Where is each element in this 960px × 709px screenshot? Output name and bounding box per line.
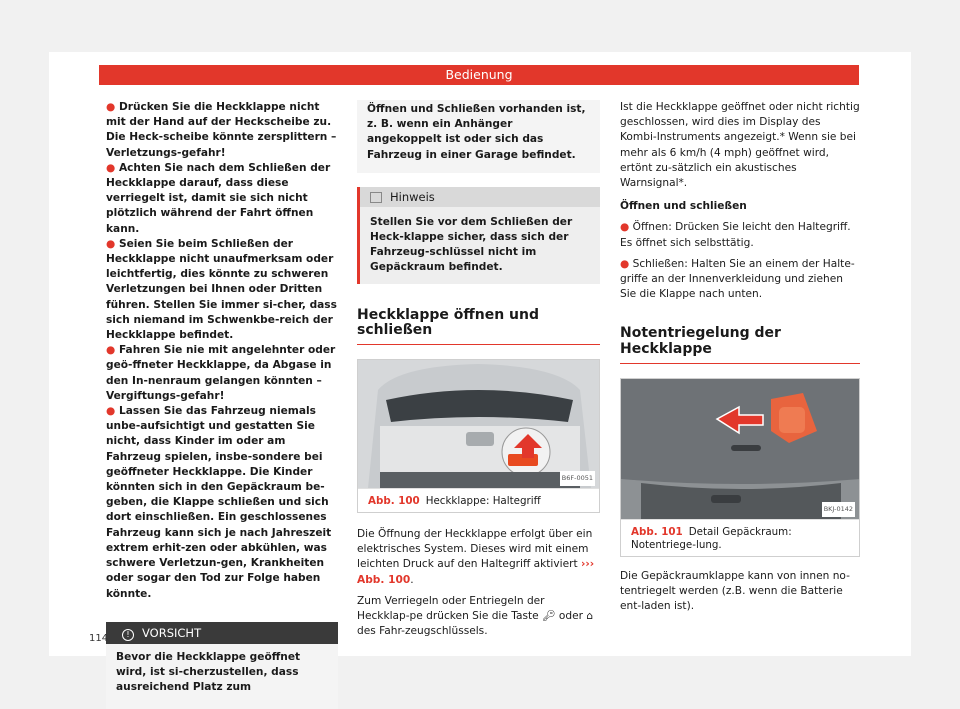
section-title: Heckklappe öffnen und schließen — [357, 308, 600, 345]
info-circle-icon: ! — [122, 629, 134, 641]
list-item: ● Schließen: Halten Sie an einem der Halte-griffe an der Innenverkleidung und ziehen Sie die Klappe nach unten. — [620, 257, 855, 301]
section-title: Notentriegelung der Heckklappe — [620, 326, 860, 363]
bullet-icon: ● — [106, 405, 119, 418]
page-header: Bedienung — [99, 65, 859, 85]
note-icon — [370, 192, 382, 203]
figure-caption: Abb. 100 Heckklappe: Haltegriff — [358, 488, 599, 512]
bullet-icon: ● — [106, 161, 119, 174]
figure-image-emergency-release — [621, 379, 859, 519]
paragraph: Die Öffnung der Heckklappe erfolgt über ein elektrisches System. Dieses wird mit einem leichten Druck auf den Haltegriff aktiviert ››› Abb. 100. — [357, 528, 595, 586]
bullet-icon: ● — [106, 101, 119, 113]
caution-body: Bevor die Heckklappe geöffnet wird, ist si-cherzustellen, dass ausreichend Platz zum — [106, 644, 338, 709]
caution-continued: Öffnen und Schließen vorhanden ist, z. B. wenn ein Anhänger angekoppelt ist oder sich das Fahrzeug in einer Garage befindet. — [357, 100, 600, 173]
warning-item: ● Lassen Sie das Fahrzeug niemals unbe-aufsichtigt und gestatten Sie nicht, dass Kinder im oder am Fahrzeug spielen, insbe-sondere bei geöffneter Heckklappe. Die Kinder könnten sich in den Gepäckraum be-geben, die Klappe schließen und sich dort einschließen. Ein geschlossenes Fahrzeug kann sich je nach Jahreszeit extrem erhit-zen oder abkühlen, was schwere Verletzun-gen, Krankheiten oder sogar den Tod zur Folge haben könnte. — [106, 405, 332, 600]
warning-item: ● Fahren Sie nie mit angelehnter oder geö-ffneter Heckklappe, da Abgase in den In-nenraum gelangen könnten – Vergiftungs-gefahr! — [106, 344, 336, 402]
figure-label: Abb. 100 — [368, 495, 420, 508]
figure-code: BKJ-0142 — [822, 502, 855, 517]
column-2 — [357, 100, 600, 639]
figure-code: B6F-0051 — [560, 471, 595, 486]
figure-reference-link[interactable]: ››› Abb. 100 — [357, 558, 595, 586]
warning-item: ● Achten Sie nach dem Schließen der Heckklappe darauf, dass diese verriegelt ist, damit sie sich nicht plötzlich während der Fahrt öffnen kann. — [106, 161, 331, 235]
paragraph: Zum Verriegeln oder Entriegeln der Heckklap-pe drücken Sie die Taste 🔑︎ oder ⌂ des Fahr-zeugschlüssels. — [357, 594, 594, 638]
paragraph: Ist die Heckklappe geöffnet oder nicht richtig geschlossen, wird dies im Display des Kombi-Instruments angezeigt.* Wenn sie bei mehr als 6 km/h (4 mph) geöffnet wird, ertönt zu-sätzlich ein akustisches Warnsignal*. — [620, 101, 860, 190]
bullet-icon: ● — [620, 257, 633, 270]
bullet-icon: ● — [620, 221, 633, 234]
warning-item: ● Seien Sie beim Schließen der Heckklappe nicht unaufmerksam oder leichtfertig, dies könnte zu schweren Verletzungen bei Ihnen oder Dritten führen. Stellen Sie immer si-cher, dass sich niemand im Schwenkbe-reich der Heckklappe befindet. — [106, 237, 337, 342]
figure-image-tailgate — [358, 360, 599, 488]
caution-header: ! VORSICHT — [106, 622, 338, 644]
bullet-icon: ● — [106, 344, 119, 357]
unlock-key-icon: ⌂ — [586, 610, 594, 623]
subheading: Öffnen und schließen — [620, 200, 747, 213]
note-header: Hinweis — [360, 187, 600, 207]
note-box — [357, 187, 600, 284]
figure-101 — [620, 378, 860, 557]
list-item: ● Öffnen: Drücken Sie leicht den Haltegriff. Es öffnet sich selbsttätig. — [620, 221, 851, 249]
column-3 — [620, 100, 860, 614]
warning-list — [106, 100, 338, 602]
warning-item: ● Drücken Sie die Heckklappe nicht mit der Hand auf der Heckscheibe zu. Die Heck-scheibe könnte zersplittern – Verletzungs-gefahr! — [106, 101, 337, 159]
figure-label: Abb. 101 — [631, 525, 683, 538]
column-1 — [106, 100, 338, 709]
figure-caption: Abb. 101 Detail Gepäckraum: Notentriege-lung. — [621, 519, 859, 556]
note-body: Stellen Sie vor dem Schließen der Heck-klappe sicher, dass sich der Fahrzeug-schlüssel nicht im Gepäckraum befindet. — [370, 215, 573, 274]
paragraph: Die Gepäckraumklappe kann von innen no-tentriegelt werden (z.B. wenn die Batterie ent-laden ist). — [620, 569, 850, 613]
bullet-icon: ● — [106, 237, 119, 250]
page-number: 114 — [89, 633, 109, 644]
figure-100 — [357, 359, 600, 513]
lock-key-icon: 🔑︎ — [542, 610, 556, 623]
